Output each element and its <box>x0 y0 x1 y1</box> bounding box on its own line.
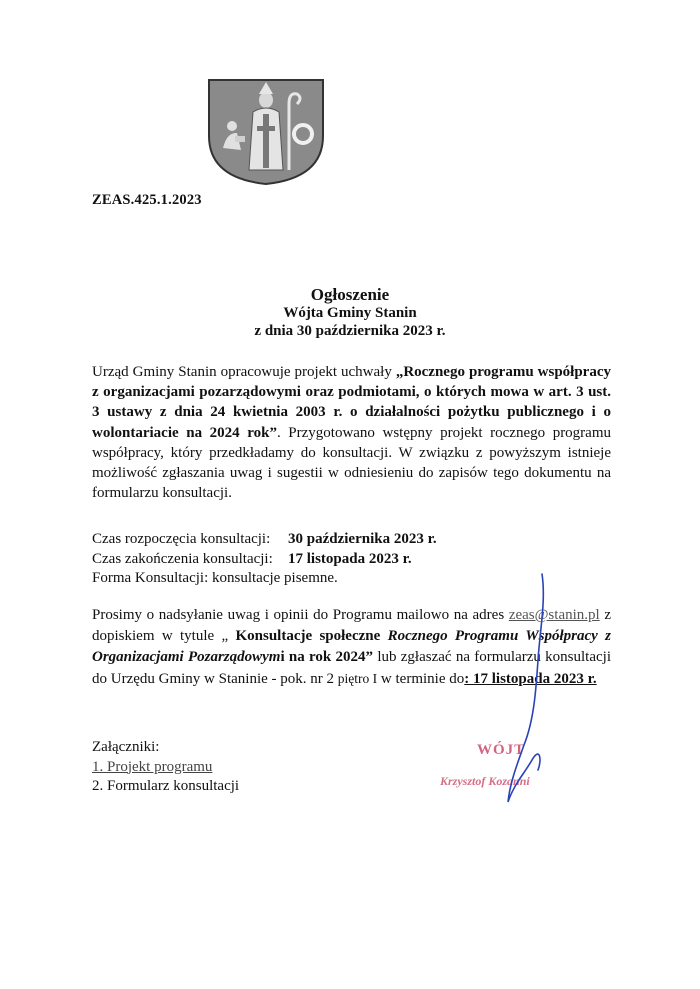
request-part4: w terminie do <box>377 671 465 687</box>
intro-lead: Urząd Gminy Stanin opracowuje projekt uchwały <box>92 364 396 380</box>
handwritten-signature <box>480 570 570 810</box>
attachment-form: 2. Formularz konsultacji <box>92 778 240 794</box>
intro-paragraph <box>92 362 611 503</box>
start-label: Czas rozpoczęcia konsultacji: <box>92 531 271 547</box>
announcement-date: z dnia 30 października 2023 r. <box>254 323 446 339</box>
subject-tail: i na rok 2024” <box>280 649 374 665</box>
attachments <box>92 738 392 797</box>
stamp-title: WÓJT <box>477 742 526 758</box>
coat-of-arms-icon <box>205 78 327 186</box>
stamp-name: Krzysztof Kozanni <box>440 774 530 788</box>
subject-italic: Rocznego Programu Współpracy z Organizacjami Pozarządowym <box>92 628 611 665</box>
floor-label: piętro I <box>337 671 378 686</box>
request-part1: Prosimy o nadsyłanie uwag i opinii do Programu mailowo na adres <box>92 607 509 623</box>
attachments-heading: Załączniki: <box>92 739 160 755</box>
consultation-form-line: Forma Konsultacji: konsultacje pisemne. <box>92 570 338 586</box>
email-link[interactable]: zeas@stanin.pl <box>508 607 600 623</box>
request-part2: z dopiskiem w tytule „ <box>92 607 611 644</box>
document-reference-number: ZEAS.425.1.2023 <box>92 192 202 208</box>
consultation-start-row <box>92 530 611 550</box>
deadline-date: : 17 listopada 2023 r. <box>464 671 597 687</box>
end-label: Czas zakończenia konsultacji: <box>92 550 273 567</box>
intro-rest: . Przygotowano wstępny projekt rocznego programu współpracy, który przedkładamy do konsultacji. W związku z powyższym istnieje możliwość zgłaszania uwag i sugestii w odniesieniu do zapisów tego dokumentu na formularzu konsultacji. <box>92 424 612 502</box>
consultation-end-row <box>92 550 611 570</box>
program-title: „Rocznego programu współpracy z organizacjami pozarządowymi oraz podmiotami, o których mowa w art. 3 ust. 3 ustawy z dnia 24 kwietnia 2003 r. o działalności pożytku publicznego i o wolontariacie na 2024 rok” <box>92 364 611 441</box>
announcement-issuer: Wójta Gminy Stanin <box>283 305 417 321</box>
request-part3: lub zgłaszać na formularzu konsultacji do Urzędu Gminy w Staninie - pok. nr 2 <box>92 649 612 687</box>
attachment-project-link[interactable]: 1. Projekt programu <box>92 758 213 775</box>
subject-bold: Konsultacje społeczne <box>235 628 388 644</box>
start-value: 30 października 2023 r. <box>288 531 437 547</box>
end-value: 17 listopada 2023 r. <box>288 550 412 567</box>
announcement-title: Ogłoszenie <box>310 285 390 304</box>
